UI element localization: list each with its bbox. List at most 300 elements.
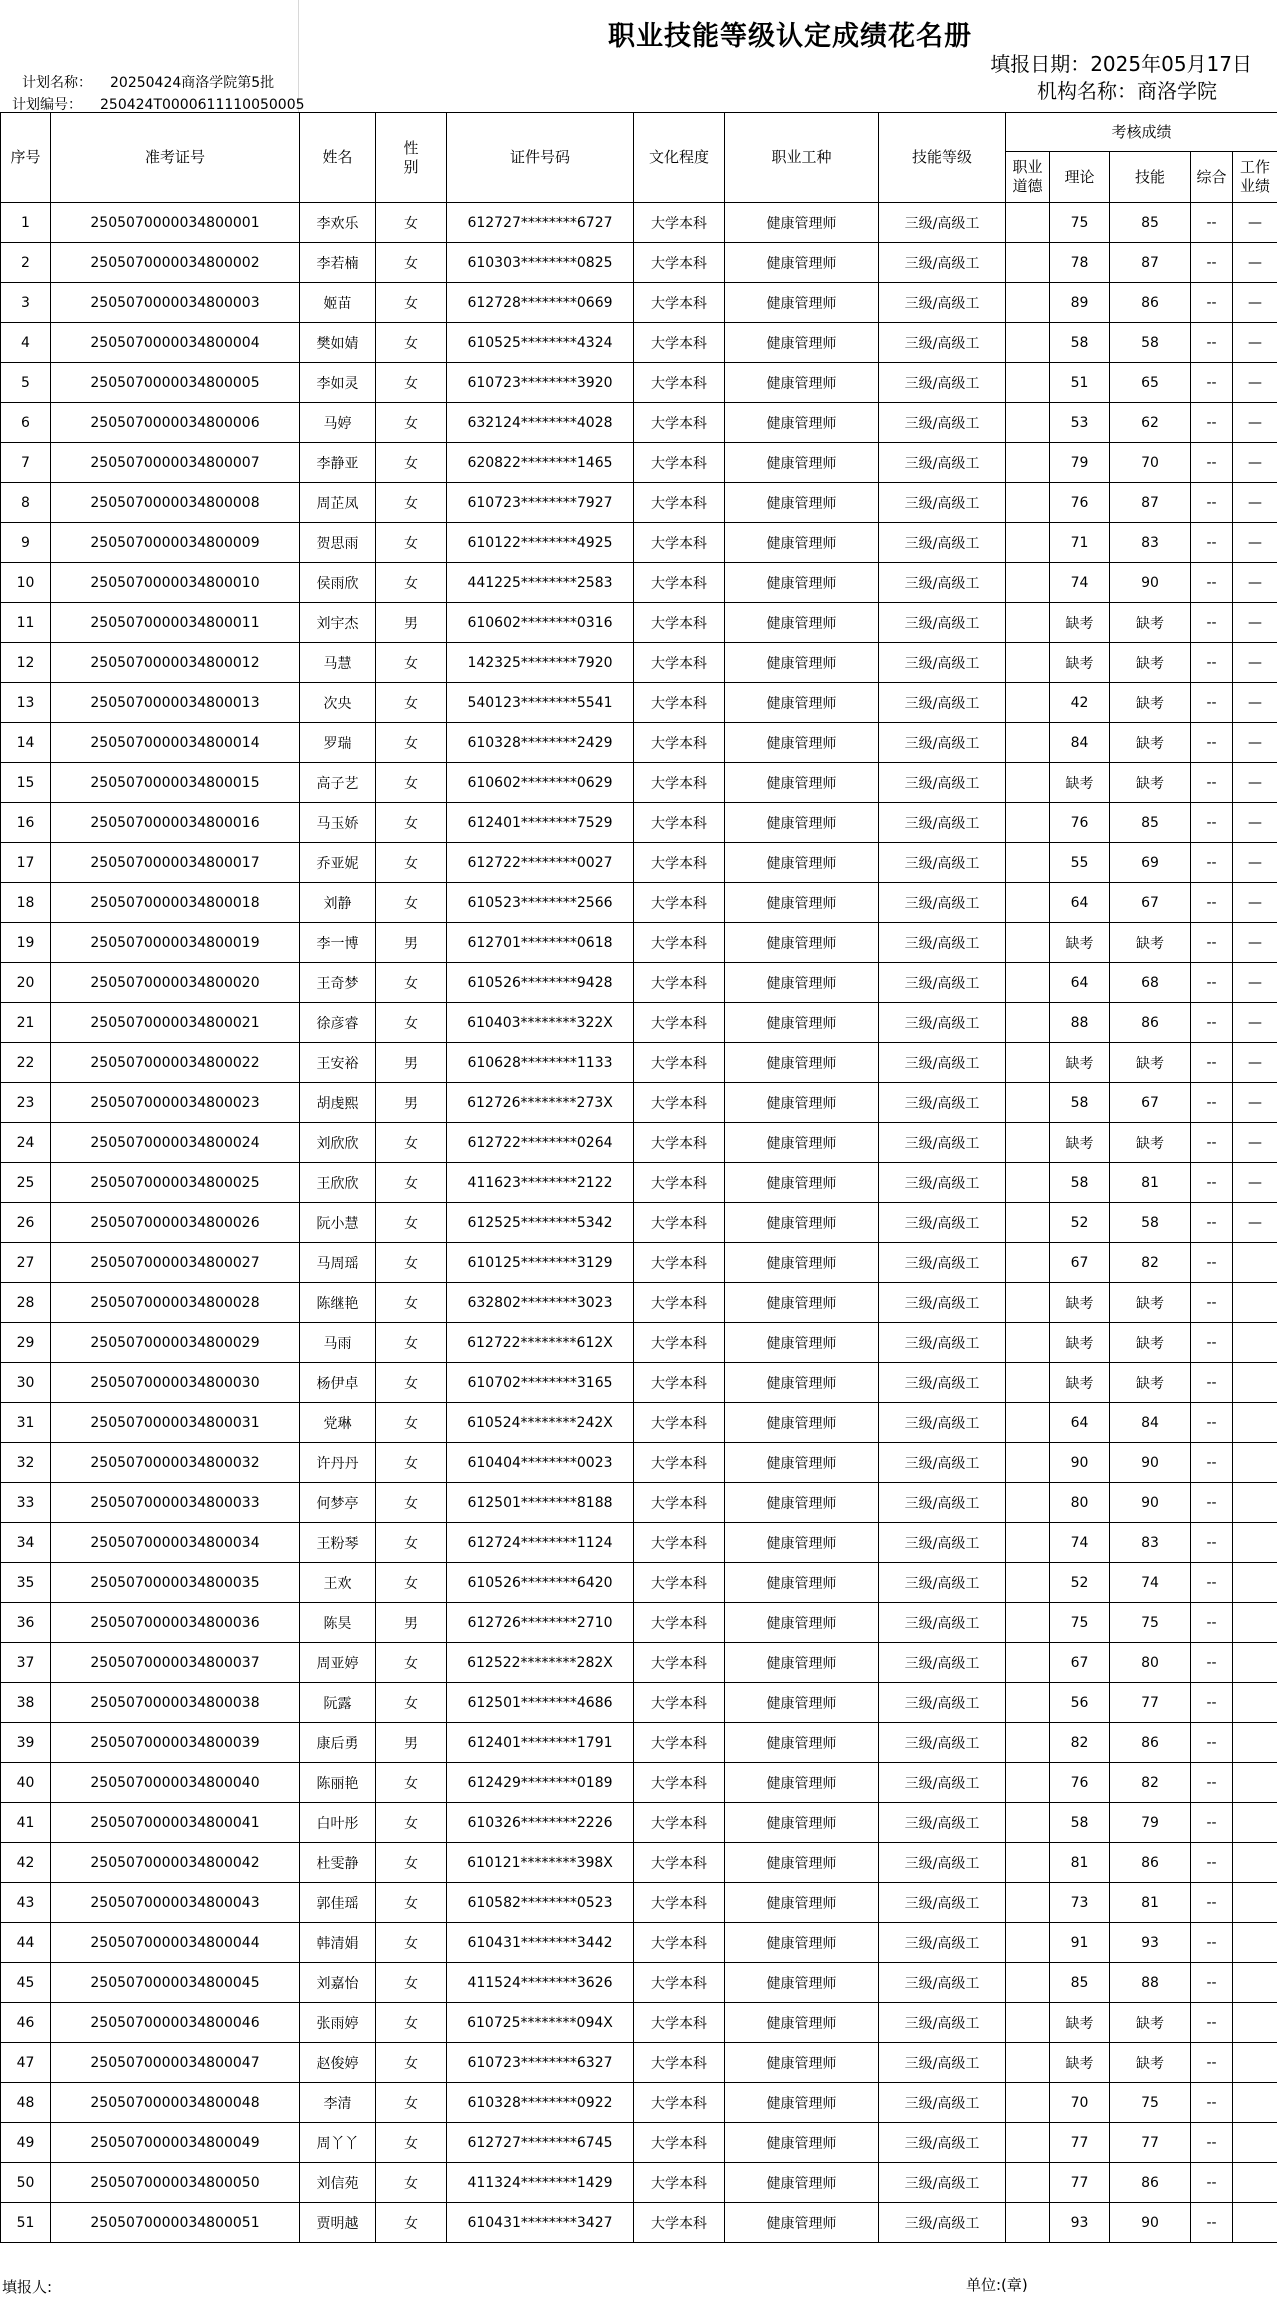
- cell-occupation: 健康管理师: [725, 523, 879, 563]
- cell-name: 党琳: [300, 1403, 376, 1443]
- cell-level: 三级/高级工: [879, 1643, 1006, 1683]
- col-work: [1233, 152, 1277, 203]
- cell-seq: 22: [1, 1043, 51, 1083]
- cell-seq: 15: [1, 763, 51, 803]
- cell-gender: 女: [376, 1683, 447, 1723]
- cell-education: 大学本科: [634, 843, 725, 883]
- table-row: [1, 283, 1277, 323]
- cell-work: —: [1233, 1043, 1277, 1083]
- cell-ethics: [1006, 723, 1050, 763]
- cell-occupation: 健康管理师: [725, 323, 879, 363]
- cell-id-no: 441225********2583: [447, 563, 634, 603]
- cell-education: 大学本科: [634, 1803, 725, 1843]
- cell-seq: 19: [1, 923, 51, 963]
- cell-overall: --: [1191, 403, 1233, 443]
- cell-skill: 87: [1110, 483, 1191, 523]
- table-row: [1, 1963, 1277, 2003]
- cell-education: 大学本科: [634, 1043, 725, 1083]
- cell-ethics: [1006, 1403, 1050, 1443]
- cell-seq: 43: [1, 1883, 51, 1923]
- col-gender-label: 性别: [403, 138, 419, 176]
- cell-id-no: 612429********0189: [447, 1763, 634, 1803]
- cell-gender: 女: [376, 1643, 447, 1683]
- cell-theory: 缺考: [1050, 1123, 1110, 1163]
- table-row: [1, 1883, 1277, 1923]
- cell-occupation: 健康管理师: [725, 763, 879, 803]
- cell-overall: --: [1191, 1363, 1233, 1403]
- cell-name: 李清: [300, 2083, 376, 2123]
- cell-level: 三级/高级工: [879, 1283, 1006, 1323]
- table-row: [1, 1203, 1277, 1243]
- cell-name: 侯雨欣: [300, 563, 376, 603]
- cell-exam-id: 2505070000034800008: [51, 483, 300, 523]
- cell-occupation: 健康管理师: [725, 1483, 879, 1523]
- cell-ethics: [1006, 1043, 1050, 1083]
- cell-name: 刘静: [300, 883, 376, 923]
- cell-level: 三级/高级工: [879, 1443, 1006, 1483]
- cell-occupation: 健康管理师: [725, 1683, 879, 1723]
- cell-seq: 49: [1, 2123, 51, 2163]
- cell-gender: 女: [376, 1803, 447, 1843]
- table-row: [1, 323, 1277, 363]
- cell-level: 三级/高级工: [879, 1123, 1006, 1163]
- cell-work: —: [1233, 883, 1277, 923]
- cell-theory: 67: [1050, 1243, 1110, 1283]
- cell-exam-id: 2505070000034800001: [51, 203, 300, 243]
- cell-theory: 91: [1050, 1923, 1110, 1963]
- table-row: [1, 2083, 1277, 2123]
- plan-name: [22, 72, 274, 92]
- col-seq: 序号: [1, 113, 51, 203]
- cell-theory: 76: [1050, 483, 1110, 523]
- cell-gender: 女: [376, 1003, 447, 1043]
- cell-level: 三级/高级工: [879, 1963, 1006, 2003]
- cell-exam-id: 2505070000034800017: [51, 843, 300, 883]
- cell-level: 三级/高级工: [879, 443, 1006, 483]
- cell-gender: 女: [376, 1363, 447, 1403]
- cell-overall: --: [1191, 1683, 1233, 1723]
- cell-gender: 女: [376, 1443, 447, 1483]
- cell-level: 三级/高级工: [879, 603, 1006, 643]
- cell-occupation: 健康管理师: [725, 1963, 879, 2003]
- cell-work: —: [1233, 363, 1277, 403]
- cell-theory: 58: [1050, 1083, 1110, 1123]
- cell-gender: 女: [376, 883, 447, 923]
- cell-seq: 1: [1, 203, 51, 243]
- cell-overall: --: [1191, 963, 1233, 1003]
- cell-skill: 缺考: [1110, 1123, 1191, 1163]
- cell-occupation: 健康管理师: [725, 1323, 879, 1363]
- cell-gender: 女: [376, 1923, 447, 1963]
- cell-skill: 58: [1110, 323, 1191, 363]
- cell-gender: 女: [376, 443, 447, 483]
- cell-occupation: 健康管理师: [725, 2163, 879, 2203]
- cell-skill: 67: [1110, 1083, 1191, 1123]
- cell-education: 大学本科: [634, 1963, 725, 2003]
- cell-name: 樊如婧: [300, 323, 376, 363]
- cell-overall: --: [1191, 1723, 1233, 1763]
- cell-id-no: 612501********4686: [447, 1683, 634, 1723]
- cell-overall: --: [1191, 1323, 1233, 1363]
- cell-gender: 女: [376, 843, 447, 883]
- cell-seq: 23: [1, 1083, 51, 1123]
- cell-work: [1233, 2163, 1277, 2203]
- cell-skill: 90: [1110, 563, 1191, 603]
- cell-id-no: 411324********1429: [447, 2163, 634, 2203]
- cell-theory: 缺考: [1050, 1283, 1110, 1323]
- cell-occupation: 健康管理师: [725, 1403, 879, 1443]
- cell-occupation: 健康管理师: [725, 643, 879, 683]
- cell-name: 阮小慧: [300, 1203, 376, 1243]
- cell-occupation: 健康管理师: [725, 1603, 879, 1643]
- cell-occupation: 健康管理师: [725, 1443, 879, 1483]
- cell-education: 大学本科: [634, 403, 725, 443]
- cell-ethics: [1006, 243, 1050, 283]
- cell-gender: 男: [376, 1083, 447, 1123]
- cell-exam-id: 2505070000034800050: [51, 2163, 300, 2203]
- cell-skill: 83: [1110, 1523, 1191, 1563]
- cell-ethics: [1006, 563, 1050, 603]
- cell-theory: 75: [1050, 203, 1110, 243]
- cell-skill: 77: [1110, 1683, 1191, 1723]
- col-name: 姓名: [300, 113, 376, 203]
- cell-overall: --: [1191, 1883, 1233, 1923]
- cell-work: [1233, 1523, 1277, 1563]
- cell-work: —: [1233, 1163, 1277, 1203]
- cell-occupation: 健康管理师: [725, 1803, 879, 1843]
- table-row: [1, 1683, 1277, 1723]
- cell-gender: 女: [376, 523, 447, 563]
- cell-skill: 86: [1110, 283, 1191, 323]
- cell-gender: 女: [376, 2163, 447, 2203]
- table-row: [1, 963, 1277, 1003]
- cell-name: 杨伊卓: [300, 1363, 376, 1403]
- table-row: [1, 1523, 1277, 1563]
- cell-seq: 20: [1, 963, 51, 1003]
- table-row: [1, 1923, 1277, 1963]
- cell-work: —: [1233, 443, 1277, 483]
- cell-id-no: 610404********0023: [447, 1443, 634, 1483]
- cell-overall: --: [1191, 1403, 1233, 1443]
- cell-exam-id: 2505070000034800009: [51, 523, 300, 563]
- cell-name: 贾明越: [300, 2203, 376, 2243]
- col-exam-id: 准考证号: [51, 113, 300, 203]
- cell-ethics: [1006, 2163, 1050, 2203]
- cell-work: [1233, 1763, 1277, 1803]
- cell-work: —: [1233, 1123, 1277, 1163]
- cell-skill: 79: [1110, 1803, 1191, 1843]
- cell-work: [1233, 2003, 1277, 2043]
- table-row: [1, 2043, 1277, 2083]
- cell-education: 大学本科: [634, 1123, 725, 1163]
- cell-overall: --: [1191, 203, 1233, 243]
- cell-seq: 24: [1, 1123, 51, 1163]
- cell-exam-id: 2505070000034800037: [51, 1643, 300, 1683]
- cell-id-no: 610723********3920: [447, 363, 634, 403]
- table-row: [1, 1603, 1277, 1643]
- cell-work: [1233, 1923, 1277, 1963]
- cell-ethics: [1006, 963, 1050, 1003]
- cell-overall: --: [1191, 1523, 1233, 1563]
- cell-name: 何梦亭: [300, 1483, 376, 1523]
- cell-education: 大学本科: [634, 1763, 725, 1803]
- cell-work: —: [1233, 1003, 1277, 1043]
- cell-ethics: [1006, 1603, 1050, 1643]
- cell-level: 三级/高级工: [879, 483, 1006, 523]
- cell-theory: 缺考: [1050, 1043, 1110, 1083]
- cell-exam-id: 2505070000034800020: [51, 963, 300, 1003]
- cell-seq: 7: [1, 443, 51, 483]
- cell-skill: 77: [1110, 2123, 1191, 2163]
- cell-theory: 89: [1050, 283, 1110, 323]
- cell-exam-id: 2505070000034800038: [51, 1683, 300, 1723]
- cell-id-no: 612501********8188: [447, 1483, 634, 1523]
- cell-theory: 56: [1050, 1683, 1110, 1723]
- cell-name: 康后勇: [300, 1723, 376, 1763]
- cell-gender: 女: [376, 2123, 447, 2163]
- cell-exam-id: 2505070000034800002: [51, 243, 300, 283]
- table-row: [1, 1563, 1277, 1603]
- cell-skill: 缺考: [1110, 683, 1191, 723]
- cell-overall: --: [1191, 1003, 1233, 1043]
- col-education: 文化程度: [634, 113, 725, 203]
- cell-overall: --: [1191, 2123, 1233, 2163]
- cell-education: 大学本科: [634, 1363, 725, 1403]
- cell-seq: 25: [1, 1163, 51, 1203]
- cell-level: 三级/高级工: [879, 1883, 1006, 1923]
- cell-theory: 58: [1050, 1163, 1110, 1203]
- cell-overall: --: [1191, 323, 1233, 363]
- cell-theory: 74: [1050, 563, 1110, 603]
- cell-seq: 47: [1, 2043, 51, 2083]
- cell-id-no: 612726********273X: [447, 1083, 634, 1123]
- cell-ethics: [1006, 803, 1050, 843]
- cell-ethics: [1006, 203, 1050, 243]
- cell-theory: 64: [1050, 963, 1110, 1003]
- cell-ethics: [1006, 2123, 1050, 2163]
- cell-id-no: 610526********9428: [447, 963, 634, 1003]
- cell-work: [1233, 1683, 1277, 1723]
- cell-ethics: [1006, 443, 1050, 483]
- cell-level: 三级/高级工: [879, 2083, 1006, 2123]
- cell-occupation: 健康管理师: [725, 1923, 879, 1963]
- cell-theory: 93: [1050, 2203, 1110, 2243]
- cell-education: 大学本科: [634, 1083, 725, 1123]
- cell-occupation: 健康管理师: [725, 443, 879, 483]
- cell-gender: 女: [376, 1323, 447, 1363]
- cell-exam-id: 2505070000034800013: [51, 683, 300, 723]
- cell-name: 陈丽艳: [300, 1763, 376, 1803]
- cell-seq: 5: [1, 363, 51, 403]
- cell-id-no: 610523********2566: [447, 883, 634, 923]
- cell-exam-id: 2505070000034800025: [51, 1163, 300, 1203]
- table-row: [1, 1043, 1277, 1083]
- cell-id-no: 612701********0618: [447, 923, 634, 963]
- cell-level: 三级/高级工: [879, 1843, 1006, 1883]
- cell-level: 三级/高级工: [879, 1403, 1006, 1443]
- cell-exam-id: 2505070000034800045: [51, 1963, 300, 2003]
- cell-level: 三级/高级工: [879, 1803, 1006, 1843]
- cell-seq: 21: [1, 1003, 51, 1043]
- cell-ethics: [1006, 1923, 1050, 1963]
- cell-skill: 缺考: [1110, 923, 1191, 963]
- cell-exam-id: 2505070000034800016: [51, 803, 300, 843]
- cell-education: 大学本科: [634, 1443, 725, 1483]
- cell-theory: 64: [1050, 1403, 1110, 1443]
- table-row: [1, 2123, 1277, 2163]
- cell-education: 大学本科: [634, 1603, 725, 1643]
- cell-work: [1233, 1963, 1277, 2003]
- cell-overall: --: [1191, 2163, 1233, 2203]
- cell-ethics: [1006, 923, 1050, 963]
- cell-id-no: 612724********1124: [447, 1523, 634, 1563]
- cell-occupation: 健康管理师: [725, 1763, 879, 1803]
- cell-level: 三级/高级工: [879, 403, 1006, 443]
- cell-name: 徐彦睿: [300, 1003, 376, 1043]
- cell-gender: 女: [376, 2043, 447, 2083]
- cell-work: —: [1233, 283, 1277, 323]
- cell-level: 三级/高级工: [879, 643, 1006, 683]
- cell-education: 大学本科: [634, 1323, 725, 1363]
- cell-theory: 52: [1050, 1563, 1110, 1603]
- cell-level: 三级/高级工: [879, 283, 1006, 323]
- cell-overall: --: [1191, 563, 1233, 603]
- cell-seq: 3: [1, 283, 51, 323]
- cell-exam-id: 2505070000034800024: [51, 1123, 300, 1163]
- cell-theory: 缺考: [1050, 603, 1110, 643]
- cell-education: 大学本科: [634, 603, 725, 643]
- cell-work: —: [1233, 963, 1277, 1003]
- cell-skill: 缺考: [1110, 763, 1191, 803]
- cell-seq: 11: [1, 603, 51, 643]
- cell-overall: --: [1191, 2043, 1233, 2083]
- table-row: [1, 1483, 1277, 1523]
- cell-work: [1233, 1603, 1277, 1643]
- cell-education: 大学本科: [634, 1923, 725, 1963]
- cell-theory: 缺考: [1050, 1363, 1110, 1403]
- cell-education: 大学本科: [634, 2083, 725, 2123]
- cell-gender: 女: [376, 323, 447, 363]
- cell-overall: --: [1191, 803, 1233, 843]
- cell-education: 大学本科: [634, 443, 725, 483]
- col-ethics-label: 职业道德: [1012, 158, 1043, 195]
- roster-body: [1, 203, 1277, 2243]
- cell-gender: 女: [376, 1883, 447, 1923]
- cell-id-no: 610524********242X: [447, 1403, 634, 1443]
- cell-exam-id: 2505070000034800007: [51, 443, 300, 483]
- cell-occupation: 健康管理师: [725, 1723, 879, 1763]
- cell-exam-id: 2505070000034800022: [51, 1043, 300, 1083]
- cell-skill: 82: [1110, 1763, 1191, 1803]
- cell-occupation: 健康管理师: [725, 923, 879, 963]
- cell-id-no: 612401********1791: [447, 1723, 634, 1763]
- cell-education: 大学本科: [634, 723, 725, 763]
- cell-work: [1233, 1243, 1277, 1283]
- cell-exam-id: 2505070000034800047: [51, 2043, 300, 2083]
- cell-level: 三级/高级工: [879, 2123, 1006, 2163]
- cell-ethics: [1006, 1883, 1050, 1923]
- cell-overall: --: [1191, 843, 1233, 883]
- cell-ethics: [1006, 1003, 1050, 1043]
- cell-exam-id: 2505070000034800019: [51, 923, 300, 963]
- cell-work: [1233, 1443, 1277, 1483]
- cell-work: [1233, 1883, 1277, 1923]
- cell-ethics: [1006, 1643, 1050, 1683]
- cell-name: 李欢乐: [300, 203, 376, 243]
- cell-occupation: 健康管理师: [725, 2043, 879, 2083]
- cell-gender: 女: [376, 763, 447, 803]
- cell-theory: 缺考: [1050, 763, 1110, 803]
- cell-education: 大学本科: [634, 283, 725, 323]
- cell-overall: --: [1191, 1843, 1233, 1883]
- table-row: [1, 1243, 1277, 1283]
- cell-education: 大学本科: [634, 1563, 725, 1603]
- table-row: [1, 843, 1277, 883]
- table-row: [1, 1723, 1277, 1763]
- cell-seq: 39: [1, 1723, 51, 1763]
- cell-exam-id: 2505070000034800010: [51, 563, 300, 603]
- cell-gender: 女: [376, 2003, 447, 2043]
- col-id-no: 证件号码: [447, 113, 634, 203]
- cell-work: —: [1233, 603, 1277, 643]
- cell-ethics: [1006, 1563, 1050, 1603]
- cell-level: 三级/高级工: [879, 923, 1006, 963]
- cell-seq: 36: [1, 1603, 51, 1643]
- cell-level: 三级/高级工: [879, 1243, 1006, 1283]
- cell-ethics: [1006, 1843, 1050, 1883]
- fill-date: [990, 48, 1252, 77]
- cell-name: 贺思雨: [300, 523, 376, 563]
- cell-seq: 31: [1, 1403, 51, 1443]
- cell-exam-id: 2505070000034800044: [51, 1923, 300, 1963]
- table-row: [1, 403, 1277, 443]
- cell-seq: 29: [1, 1323, 51, 1363]
- cell-skill: 68: [1110, 963, 1191, 1003]
- cell-theory: 缺考: [1050, 643, 1110, 683]
- cell-education: 大学本科: [634, 1683, 725, 1723]
- cell-education: 大学本科: [634, 2203, 725, 2243]
- cell-overall: --: [1191, 1923, 1233, 1963]
- cell-overall: --: [1191, 283, 1233, 323]
- table-row: [1, 2203, 1277, 2243]
- cell-occupation: 健康管理师: [725, 283, 879, 323]
- table-row: [1, 763, 1277, 803]
- table-row: [1, 523, 1277, 563]
- cell-level: 三级/高级工: [879, 1603, 1006, 1643]
- cell-work: —: [1233, 523, 1277, 563]
- table-row: [1, 2163, 1277, 2203]
- cell-work: [1233, 1363, 1277, 1403]
- organization: [1037, 75, 1217, 104]
- table-row: [1, 1803, 1277, 1843]
- cell-id-no: 610328********2429: [447, 723, 634, 763]
- cell-name: 王安裕: [300, 1043, 376, 1083]
- cell-occupation: 健康管理师: [725, 1283, 879, 1323]
- cell-theory: 70: [1050, 2083, 1110, 2123]
- table-row: [1, 1003, 1277, 1043]
- cell-name: 王欣欣: [300, 1163, 376, 1203]
- table-row: [1, 1843, 1277, 1883]
- cell-education: 大学本科: [634, 203, 725, 243]
- cell-seq: 2: [1, 243, 51, 283]
- cell-id-no: 610725********094X: [447, 2003, 634, 2043]
- cell-seq: 6: [1, 403, 51, 443]
- cell-theory: 58: [1050, 1803, 1110, 1843]
- cell-seq: 45: [1, 1963, 51, 2003]
- cell-exam-id: 2505070000034800036: [51, 1603, 300, 1643]
- cell-skill: 81: [1110, 1163, 1191, 1203]
- table-row: [1, 723, 1277, 763]
